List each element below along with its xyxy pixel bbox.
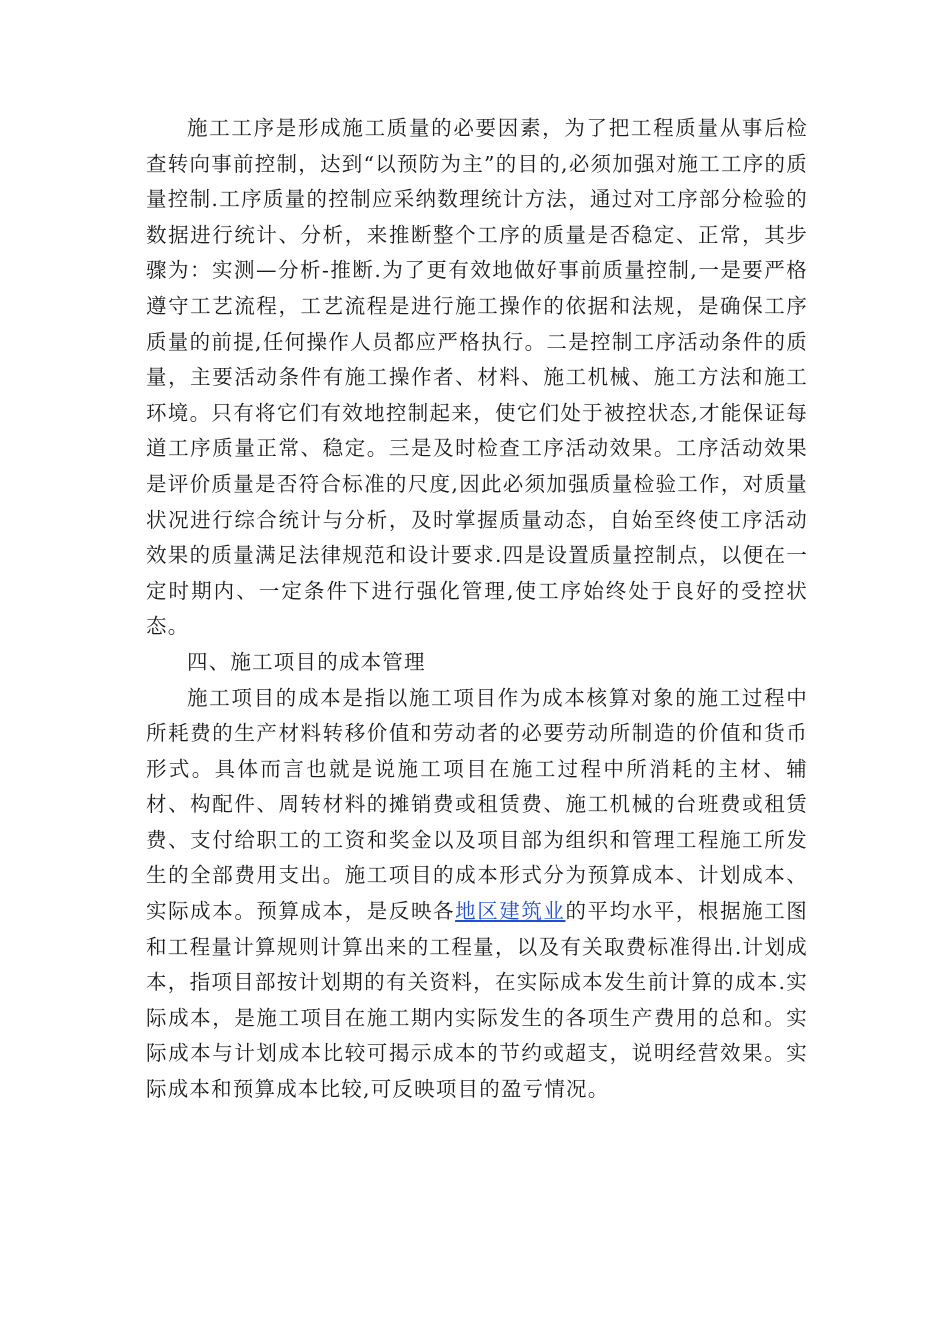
paragraph-process-quality: 施工工序是形成施工质量的必要因素，为了把工程质量从事后检查转向事前控制，达到“以预防为主”的目的,必须加强对施工工序的质量控制.工序质量的控制应采纳数理统计方法，通过对工序部分检验的数据进行统计、分析，来推断整个工序的质量是否稳定、正常，其步骤为：实测—分析-推断.为了更有效地做好事前质量控制,一是要严格遵守工艺流程，工艺流程是进行施工操作的依据和法规，是确保工序质量的前提,任何操作人员都应严格执行。二是控制工序活动条件的质量，主要活动条件有施工操作者、材料、施工机械、施工方法和施工环境。只有将它们有效地控制起来，使它们处于被控状态,才能保证每道工序质量正常、稳定。三是及时检查工序活动效果。工序活动效果是评价质量是否符合标准的尺度,因此必须加强质量检验工作，对质量状况进行综合统计与分析，及时掌握质量动态，自始至终使工序活动效果的质量满足法律规范和设计要求.四是设置质量控制点，以便在一定时期内、一定条件下进行强化管理,使工序始终处于良好的受控状态。 <box>146 116 808 639</box>
section-heading-cost-management: 四、施工项目的成本管理 <box>187 649 426 674</box>
regional-construction-link[interactable]: 地区建筑业 <box>455 899 566 924</box>
document-body <box>146 111 808 1108</box>
paragraph-text-after-link: 的平均水平，根据施工图和工程量计算规则计算出来的工程量，以及有关取费标准得出.计划成本，指项目部按计划期的有关资料，在实际成本发生前计算的成本.实际成本，是施工项目在施工期内实际发生的各项生产费用的总和。实际成本与计划成本比较可揭示成本的节约或超支，说明经营效果。实际成本和预算成本比较,可反映项目的盈亏情况。 <box>146 899 809 1102</box>
paragraph-project-cost <box>146 681 808 1108</box>
paragraph-text-before-link: 施工项目的成本是指以施工项目作为成本核算对象的施工过程中所耗费的生产材料转移价值和劳动者的必要劳动所制造的价值和货币形式。具体而言也就是说施工项目在施工过程中所消耗的主材、辅材、构配件、周转材料的摊销费或租赁费、施工机械的台班费或租赁费、支付给职工的工资和奖金以及项目部为组织和管理工程施工所发生的全部费用支出。施工项目的成本形式分为预算成本、计划成本、实际成本。预算成本，是反映各 <box>146 685 808 924</box>
